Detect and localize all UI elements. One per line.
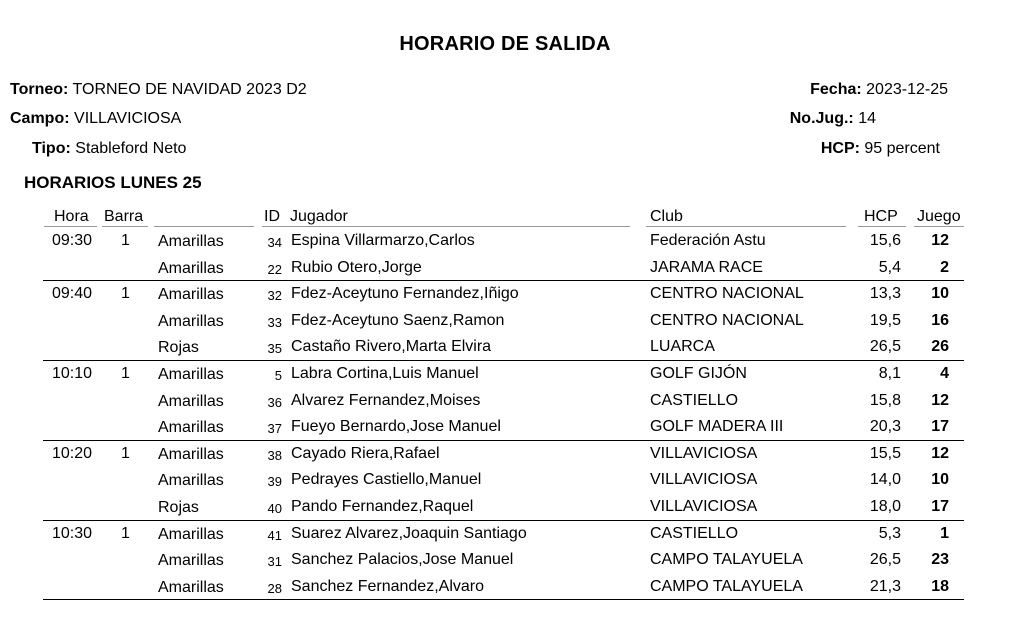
- player-name: Espina Villarmarzo,Carlos: [291, 232, 475, 249]
- group-separator: [43, 440, 964, 441]
- col-header-barra: Barra: [104, 208, 144, 225]
- player-hcp: 15,5: [869, 445, 901, 462]
- player-hcp: 14,0: [869, 471, 901, 488]
- col-header-club: Club: [650, 208, 683, 225]
- player-name: Sanchez Palacios,Jose Manuel: [291, 551, 514, 568]
- tee-color: Amarillas: [158, 526, 224, 543]
- campo-value: VILLAVICIOSA: [74, 110, 182, 127]
- player-hcp: 15,8: [869, 392, 901, 409]
- fecha-value: 2023-12-25: [866, 81, 948, 98]
- player-name: Fdez-Aceytuno Saenz,Ramon: [291, 312, 505, 329]
- player-club: CAMPO TALAYUELA: [650, 578, 803, 595]
- player-hcp: 20,3: [869, 418, 901, 435]
- player-hcp: 8,1: [878, 365, 901, 382]
- campo-label: Campo:: [10, 110, 70, 127]
- player-juego: 12: [931, 445, 949, 462]
- tee-color: Amarillas: [158, 579, 224, 596]
- tee-color: Amarillas: [158, 419, 224, 436]
- player-club: VILLAVICIOSA: [650, 498, 758, 515]
- tee-color: Amarillas: [158, 552, 224, 569]
- player-club: Federación Astu: [650, 232, 766, 249]
- player-juego: 2: [940, 259, 949, 276]
- player-name: Castaño Rivero,Marta Elvira: [291, 338, 492, 355]
- player-hcp: 5,4: [878, 259, 901, 276]
- tee-color: Amarillas: [158, 393, 224, 410]
- player-club: VILLAVICIOSA: [650, 445, 758, 462]
- player-name: Suarez Alvarez,Joaquin Santiago: [291, 525, 527, 542]
- col-header-jugador: Jugador: [290, 208, 348, 225]
- group-separator: [43, 280, 964, 281]
- player-hcp: 5,3: [878, 525, 901, 542]
- tipo-label: Tipo:: [32, 140, 71, 157]
- tee-color: Amarillas: [158, 472, 224, 489]
- player-name: Fueyo Bernardo,Jose Manuel: [291, 418, 501, 435]
- group-separator: [43, 520, 964, 521]
- player-name: Labra Cortina,Luis Manuel: [291, 365, 479, 382]
- player-hcp: 13,3: [869, 285, 901, 302]
- col-header-id: ID: [264, 208, 280, 225]
- player-id: 35: [267, 341, 282, 356]
- player-id: 22: [267, 262, 282, 277]
- player-juego: 12: [931, 232, 949, 249]
- player-id: 38: [267, 448, 282, 463]
- nojug-label: No.Jug.:: [789, 110, 854, 127]
- player-club: GOLF GIJÓN: [650, 365, 747, 382]
- player-id: 36: [267, 395, 282, 410]
- tee-bar: 1: [121, 445, 130, 462]
- hcp-label: HCP:: [820, 140, 860, 157]
- tee-color: Amarillas: [158, 446, 224, 463]
- torneo-value: TORNEO DE NAVIDAD 2023 D2: [72, 81, 307, 98]
- player-juego: 26: [931, 338, 949, 355]
- tee-bar: 1: [121, 285, 130, 302]
- torneo-label: Torneo:: [10, 81, 69, 98]
- player-juego: 4: [940, 365, 949, 382]
- player-id: 34: [267, 235, 282, 250]
- player-juego: 10: [931, 285, 949, 302]
- tee-color: Amarillas: [158, 233, 224, 250]
- player-juego: 17: [931, 498, 949, 515]
- player-name: Sanchez Fernandez,Alvaro: [291, 578, 484, 595]
- player-id: 28: [267, 581, 282, 596]
- player-juego: 10: [931, 471, 949, 488]
- player-club: JARAMA RACE: [650, 259, 763, 276]
- tipo-value: Stableford Neto: [75, 140, 187, 157]
- tee-color: Rojas: [158, 339, 199, 356]
- tee-time: 10:10: [52, 365, 93, 382]
- player-hcp: 18,0: [869, 498, 901, 515]
- col-header-hora: Hora: [54, 208, 89, 225]
- player-club: GOLF MADERA III: [650, 418, 784, 435]
- tee-color: Amarillas: [158, 313, 224, 330]
- player-club: LUARCA: [650, 338, 715, 355]
- player-hcp: 21,3: [869, 578, 901, 595]
- player-name: Alvarez Fernandez,Moises: [291, 392, 481, 409]
- nojug-value: 14: [858, 110, 876, 127]
- player-juego: 17: [931, 418, 949, 435]
- tee-bar: 1: [121, 525, 130, 542]
- player-id: 41: [267, 528, 282, 543]
- player-name: Cayado Riera,Rafael: [291, 445, 440, 462]
- player-name: Fdez-Aceytuno Fernandez,Iñigo: [291, 285, 519, 302]
- group-separator: [43, 599, 964, 600]
- player-id: 5: [274, 368, 282, 383]
- col-header-hcp: HCP: [864, 208, 898, 225]
- player-hcp: 26,5: [869, 551, 901, 568]
- player-club: CAMPO TALAYUELA: [650, 551, 803, 568]
- player-hcp: 15,6: [869, 232, 901, 249]
- player-id: 33: [267, 315, 282, 330]
- player-id: 39: [267, 474, 282, 489]
- player-juego: 23: [931, 551, 949, 568]
- tee-time: 10:20: [52, 445, 93, 462]
- tee-time: 09:40: [52, 285, 93, 302]
- player-id: 40: [267, 501, 282, 516]
- player-juego: 12: [931, 392, 949, 409]
- tee-color: Amarillas: [158, 260, 224, 277]
- player-id: 37: [267, 421, 282, 436]
- player-name: Pedrayes Castiello,Manuel: [291, 471, 482, 488]
- player-juego: 16: [931, 312, 949, 329]
- player-juego: 18: [931, 578, 949, 595]
- player-hcp: 26,5: [869, 338, 901, 355]
- tee-color: Rojas: [158, 499, 199, 516]
- player-club: CENTRO NACIONAL: [650, 285, 804, 302]
- col-header-juego: Juego: [917, 208, 961, 225]
- tee-bar: 1: [121, 232, 130, 249]
- player-club: CENTRO NACIONAL: [650, 312, 804, 329]
- group-separator: [43, 360, 964, 361]
- player-club: VILLAVICIOSA: [650, 471, 758, 488]
- tee-bar: 1: [121, 365, 130, 382]
- tee-time: 10:30: [52, 525, 93, 542]
- tee-color: Amarillas: [158, 286, 224, 303]
- player-juego: 1: [940, 525, 949, 542]
- hcp-value: 95 percent: [864, 140, 940, 157]
- fecha-label: Fecha:: [810, 81, 862, 98]
- section-title: HORARIOS LUNES 25: [24, 173, 202, 192]
- player-club: CASTIELLO: [650, 525, 739, 542]
- player-id: 32: [267, 288, 282, 303]
- tee-color: Amarillas: [158, 366, 224, 383]
- tee-time: 09:30: [52, 232, 93, 249]
- player-name: Pando Fernandez,Raquel: [291, 498, 474, 515]
- player-club: CASTIELLO: [650, 392, 739, 409]
- page-title: HORARIO DE SALIDA: [399, 33, 611, 55]
- player-hcp: 19,5: [869, 312, 901, 329]
- player-id: 31: [267, 554, 282, 569]
- player-name: Rubio Otero,Jorge: [291, 259, 422, 276]
